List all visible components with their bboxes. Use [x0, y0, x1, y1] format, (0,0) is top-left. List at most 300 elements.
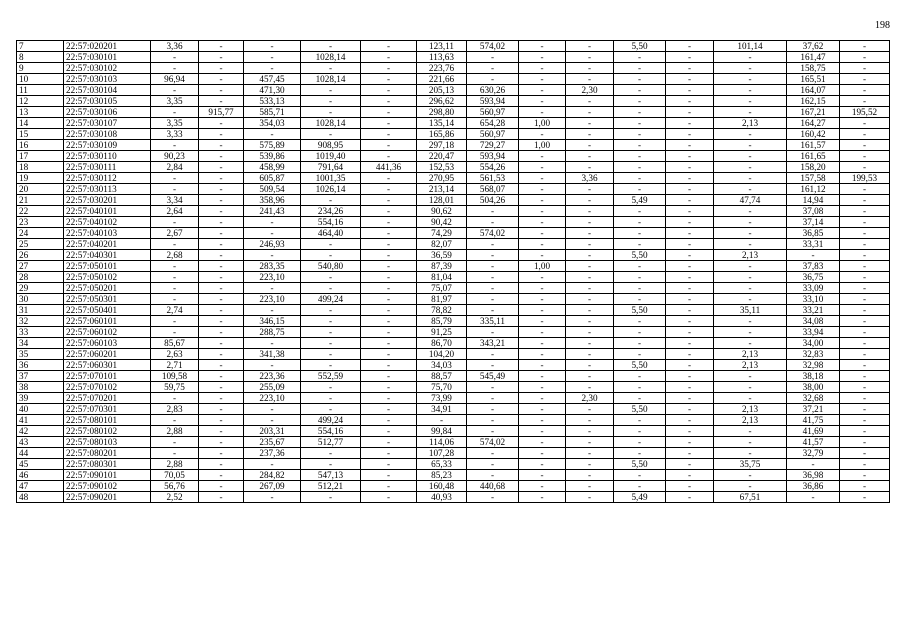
table-cell: - [714, 272, 787, 283]
table-cell: - [301, 316, 361, 327]
table-cell: - [714, 140, 787, 151]
table-cell: 561,53 [467, 173, 519, 184]
table-cell: - [614, 151, 666, 162]
table-cell: 2,13 [714, 118, 787, 129]
row-number-cell: 42 [17, 426, 64, 437]
table-cell: - [519, 52, 566, 63]
table-cell: - [840, 63, 890, 74]
table-cell: 81,97 [417, 294, 467, 305]
table-cell: - [519, 162, 566, 173]
table-cell: - [467, 74, 519, 85]
table-cell: - [566, 459, 614, 470]
table-cell: 67,51 [714, 492, 787, 503]
table-cell: - [714, 151, 787, 162]
table-cell: - [566, 63, 614, 74]
table-cell: 908,95 [301, 140, 361, 151]
table-cell: 223,10 [244, 294, 301, 305]
table-cell: - [151, 239, 199, 250]
table-row [17, 63, 890, 74]
table-cell: - [244, 129, 301, 140]
table-cell: - [301, 272, 361, 283]
table-cell: - [614, 393, 666, 404]
table-cell: - [714, 338, 787, 349]
table-cell: - [840, 459, 890, 470]
table-cell: - [566, 239, 614, 250]
table-cell: - [840, 239, 890, 250]
table-row [17, 151, 890, 162]
table-cell: - [714, 206, 787, 217]
table-cell: - [301, 63, 361, 74]
table-row [17, 437, 890, 448]
table-cell: - [467, 327, 519, 338]
table-cell: - [519, 239, 566, 250]
table-cell: 298,80 [417, 107, 467, 118]
row-code-cell: 22:57:090101 [64, 470, 151, 481]
table-cell: - [566, 371, 614, 382]
table-cell: - [666, 118, 714, 129]
row-number-cell: 9 [17, 63, 64, 74]
table-cell: - [714, 283, 787, 294]
table-cell: - [614, 448, 666, 459]
table-cell: 1028,14 [301, 74, 361, 85]
table-cell: - [666, 272, 714, 283]
table-cell: 91,25 [417, 327, 467, 338]
table-cell: - [199, 261, 244, 272]
table-cell: - [199, 85, 244, 96]
table-cell: 346,15 [244, 316, 301, 327]
row-number-cell: 43 [17, 437, 64, 448]
table-cell: - [666, 283, 714, 294]
table-cell: - [199, 173, 244, 184]
table-cell: - [840, 283, 890, 294]
row-code-cell: 22:57:040101 [64, 206, 151, 217]
table-cell: - [361, 371, 417, 382]
table-cell: 75,07 [417, 283, 467, 294]
row-number-cell: 41 [17, 415, 64, 426]
table-cell: - [714, 184, 787, 195]
row-number-cell: 31 [17, 305, 64, 316]
table-cell: - [566, 151, 614, 162]
table-cell: 104,20 [417, 349, 467, 360]
table-cell: 161,57 [787, 140, 840, 151]
table-cell: 160,48 [417, 481, 467, 492]
table-cell: - [714, 437, 787, 448]
table-cell: 1001,35 [301, 173, 361, 184]
table-cell: 3,36 [151, 41, 199, 52]
table-cell: - [519, 448, 566, 459]
table-cell: - [714, 426, 787, 437]
table-cell: 33,94 [787, 327, 840, 338]
row-number-cell: 11 [17, 85, 64, 96]
table-cell: - [151, 316, 199, 327]
table-cell: 223,10 [244, 272, 301, 283]
row-number-cell: 17 [17, 151, 64, 162]
table-cell: - [199, 118, 244, 129]
table-cell: - [199, 360, 244, 371]
table-cell: 90,62 [417, 206, 467, 217]
table-cell: - [467, 217, 519, 228]
table-cell: - [614, 184, 666, 195]
table-cell: - [840, 162, 890, 173]
table-cell: - [361, 426, 417, 437]
table-cell: - [566, 481, 614, 492]
table-cell: - [614, 206, 666, 217]
table-row [17, 228, 890, 239]
table-cell: - [614, 261, 666, 272]
table-cell: 270,95 [417, 173, 467, 184]
table-cell: - [666, 96, 714, 107]
table-body [17, 41, 890, 503]
table-cell: 213,14 [417, 184, 467, 195]
table-cell: 203,31 [244, 426, 301, 437]
table-cell: - [519, 349, 566, 360]
table-cell: - [199, 129, 244, 140]
table-row [17, 272, 890, 283]
table-cell: - [840, 415, 890, 426]
table-cell: - [199, 239, 244, 250]
table-cell: - [666, 349, 714, 360]
table-cell: - [840, 52, 890, 63]
table-cell: 101,14 [714, 41, 787, 52]
table-cell: 78,82 [417, 305, 467, 316]
table-cell: - [361, 118, 417, 129]
row-number-cell: 16 [17, 140, 64, 151]
table-cell: 341,38 [244, 349, 301, 360]
table-row [17, 107, 890, 118]
table-cell: 540,80 [301, 261, 361, 272]
table-cell: - [666, 250, 714, 261]
table-row [17, 96, 890, 107]
table-cell: 158,75 [787, 63, 840, 74]
table-cell: - [467, 206, 519, 217]
table-cell: - [361, 96, 417, 107]
table-cell: - [151, 261, 199, 272]
table-cell: 223,36 [244, 371, 301, 382]
table-cell: - [614, 129, 666, 140]
table-cell: - [467, 349, 519, 360]
table-cell: - [244, 41, 301, 52]
table-cell: - [840, 151, 890, 162]
table-cell: 32,83 [787, 349, 840, 360]
table-cell: - [566, 107, 614, 118]
table-cell: 234,26 [301, 206, 361, 217]
table-row [17, 162, 890, 173]
table-cell: - [244, 459, 301, 470]
table-cell: - [614, 173, 666, 184]
table-cell: - [714, 470, 787, 481]
table-cell: 2,13 [714, 415, 787, 426]
row-number-cell: 32 [17, 316, 64, 327]
table-cell: 37,83 [787, 261, 840, 272]
table-cell: - [614, 96, 666, 107]
table-cell: - [199, 74, 244, 85]
table-cell: - [361, 184, 417, 195]
table-cell: - [666, 393, 714, 404]
table-cell: - [666, 492, 714, 503]
row-code-cell: 22:57:030110 [64, 151, 151, 162]
row-code-cell: 22:57:030111 [64, 162, 151, 173]
table-cell: - [666, 338, 714, 349]
row-code-cell: 22:57:060102 [64, 327, 151, 338]
table-cell: 5,50 [614, 404, 666, 415]
table-cell: 499,24 [301, 294, 361, 305]
table-cell: - [666, 459, 714, 470]
table-cell: - [361, 492, 417, 503]
table-cell: - [361, 41, 417, 52]
table-cell: 504,26 [467, 195, 519, 206]
table-cell: - [840, 338, 890, 349]
table-cell: 34,08 [787, 316, 840, 327]
table-cell: - [614, 327, 666, 338]
table-cell: 539,86 [244, 151, 301, 162]
table-row [17, 140, 890, 151]
table-cell: 5,50 [614, 360, 666, 371]
row-code-cell: 22:57:030109 [64, 140, 151, 151]
table-cell: - [199, 151, 244, 162]
table-cell: - [666, 481, 714, 492]
table-cell: - [614, 118, 666, 129]
table-cell: - [614, 74, 666, 85]
table-cell: 37,62 [787, 41, 840, 52]
table-cell: - [714, 448, 787, 459]
table-cell: - [714, 261, 787, 272]
table-cell: - [666, 448, 714, 459]
table-cell: - [199, 305, 244, 316]
table-cell: 574,02 [467, 437, 519, 448]
table-row [17, 393, 890, 404]
table-cell: - [361, 481, 417, 492]
table-cell: - [361, 470, 417, 481]
row-code-cell: 22:57:050201 [64, 283, 151, 294]
table-cell: - [519, 206, 566, 217]
table-cell: 560,97 [467, 129, 519, 140]
table-cell: 32,79 [787, 448, 840, 459]
table-cell: - [361, 415, 417, 426]
table-cell: - [666, 63, 714, 74]
table-cell: - [614, 63, 666, 74]
table-cell: - [199, 338, 244, 349]
table-cell: - [361, 85, 417, 96]
table-cell: - [840, 294, 890, 305]
table-cell: - [666, 184, 714, 195]
table-cell: - [361, 404, 417, 415]
table-cell: - [714, 371, 787, 382]
table-cell: - [566, 316, 614, 327]
table-cell: 74,29 [417, 228, 467, 239]
table-cell: 297,18 [417, 140, 467, 151]
table-row [17, 41, 890, 52]
table-cell: 75,70 [417, 382, 467, 393]
table-cell: - [519, 404, 566, 415]
table-row [17, 360, 890, 371]
table-cell: 2,13 [714, 250, 787, 261]
table-cell: - [467, 360, 519, 371]
table-cell: - [361, 272, 417, 283]
table-cell: - [714, 228, 787, 239]
row-code-cell: 22:57:040103 [64, 228, 151, 239]
table-row [17, 261, 890, 272]
table-cell: 220,47 [417, 151, 467, 162]
table-cell: - [714, 96, 787, 107]
table-cell: 2,30 [566, 85, 614, 96]
table-cell: 654,28 [467, 118, 519, 129]
table-cell: - [666, 305, 714, 316]
table-cell: - [714, 74, 787, 85]
table-cell: - [244, 360, 301, 371]
row-number-cell: 48 [17, 492, 64, 503]
table-cell: - [519, 305, 566, 316]
table-cell: - [666, 195, 714, 206]
table-cell: - [467, 261, 519, 272]
table-cell: - [361, 349, 417, 360]
table-cell: 2,71 [151, 360, 199, 371]
table-cell: 32,98 [787, 360, 840, 371]
row-code-cell: 22:57:030102 [64, 63, 151, 74]
table-cell: 545,49 [467, 371, 519, 382]
table-cell: 41,75 [787, 415, 840, 426]
row-number-cell: 14 [17, 118, 64, 129]
table-cell: - [361, 217, 417, 228]
table-cell: 237,36 [244, 448, 301, 459]
row-number-cell: 21 [17, 195, 64, 206]
table-cell: 47,74 [714, 195, 787, 206]
row-code-cell: 22:57:030113 [64, 184, 151, 195]
table-cell: 73,99 [417, 393, 467, 404]
row-number-cell: 34 [17, 338, 64, 349]
table-cell: 34,00 [787, 338, 840, 349]
table-cell: - [614, 437, 666, 448]
table-cell: 552,59 [301, 371, 361, 382]
table-cell: - [666, 239, 714, 250]
table-cell: - [614, 239, 666, 250]
table-cell: - [840, 96, 890, 107]
table-cell: - [840, 437, 890, 448]
table-cell: - [361, 74, 417, 85]
row-code-cell: 22:57:040301 [64, 250, 151, 261]
table-cell: - [199, 470, 244, 481]
table-cell: - [467, 404, 519, 415]
table-cell: 96,94 [151, 74, 199, 85]
table-cell: - [566, 305, 614, 316]
table-cell: - [840, 393, 890, 404]
table-cell: - [666, 151, 714, 162]
table-row [17, 74, 890, 85]
table-row [17, 349, 890, 360]
table-cell: - [614, 162, 666, 173]
table-cell: - [840, 217, 890, 228]
table-cell: 90,42 [417, 217, 467, 228]
table-cell: - [840, 140, 890, 151]
table-cell: 2,64 [151, 206, 199, 217]
table-cell: 458,99 [244, 162, 301, 173]
table-cell: - [566, 52, 614, 63]
row-number-cell: 38 [17, 382, 64, 393]
table-cell: - [840, 118, 890, 129]
table-cell: 99,84 [417, 426, 467, 437]
row-code-cell: 22:57:070301 [64, 404, 151, 415]
table-cell: 82,07 [417, 239, 467, 250]
table-cell: - [151, 448, 199, 459]
table-cell: - [614, 294, 666, 305]
table-cell: 2,74 [151, 305, 199, 316]
table-cell: 2,63 [151, 349, 199, 360]
table-row [17, 239, 890, 250]
table-cell: 246,93 [244, 239, 301, 250]
table-cell: - [151, 85, 199, 96]
table-cell: 36,59 [417, 250, 467, 261]
table-cell: - [199, 437, 244, 448]
table-cell: 162,15 [787, 96, 840, 107]
table-cell: 161,12 [787, 184, 840, 195]
table-cell: - [614, 140, 666, 151]
table-cell: - [614, 52, 666, 63]
table-cell: - [840, 85, 890, 96]
table-cell: - [840, 74, 890, 85]
table-cell: 32,68 [787, 393, 840, 404]
table-cell: 2,88 [151, 459, 199, 470]
table-cell: - [199, 415, 244, 426]
table-cell: - [199, 195, 244, 206]
table-cell: - [151, 415, 199, 426]
row-code-cell: 22:57:070201 [64, 393, 151, 404]
row-number-cell: 20 [17, 184, 64, 195]
table-cell: - [417, 415, 467, 426]
table-cell: - [519, 96, 566, 107]
table-cell: - [151, 63, 199, 74]
table-cell: 1028,14 [301, 52, 361, 63]
table-cell: 36,98 [787, 470, 840, 481]
table-cell: - [666, 74, 714, 85]
table-cell: - [467, 250, 519, 261]
table-cell: - [467, 393, 519, 404]
table-cell: 560,97 [467, 107, 519, 118]
table-cell: - [467, 492, 519, 503]
table-cell: - [361, 63, 417, 74]
table-cell: - [199, 41, 244, 52]
table-cell: - [361, 107, 417, 118]
table-row [17, 85, 890, 96]
table-cell: - [840, 129, 890, 140]
table-cell: - [714, 129, 787, 140]
row-code-cell: 22:57:060201 [64, 349, 151, 360]
table-cell: - [714, 217, 787, 228]
table-cell: 3,33 [151, 129, 199, 140]
table-cell: - [566, 118, 614, 129]
table-cell: - [199, 294, 244, 305]
table-cell: 161,47 [787, 52, 840, 63]
table-cell: 81,04 [417, 272, 467, 283]
table-cell: - [566, 437, 614, 448]
table-cell: - [301, 338, 361, 349]
table-cell: 36,85 [787, 228, 840, 239]
table-cell: - [301, 41, 361, 52]
table-cell: - [840, 41, 890, 52]
table-cell: - [301, 349, 361, 360]
table-row [17, 371, 890, 382]
table-cell: 152,53 [417, 162, 467, 173]
row-number-cell: 26 [17, 250, 64, 261]
table-row [17, 195, 890, 206]
table-cell: - [301, 283, 361, 294]
table-cell: - [840, 206, 890, 217]
table-cell: - [199, 459, 244, 470]
table-cell: - [519, 470, 566, 481]
table-cell: 38,18 [787, 371, 840, 382]
table-cell: - [840, 228, 890, 239]
table-row [17, 459, 890, 470]
table-cell: 284,82 [244, 470, 301, 481]
row-code-cell: 22:57:080201 [64, 448, 151, 459]
